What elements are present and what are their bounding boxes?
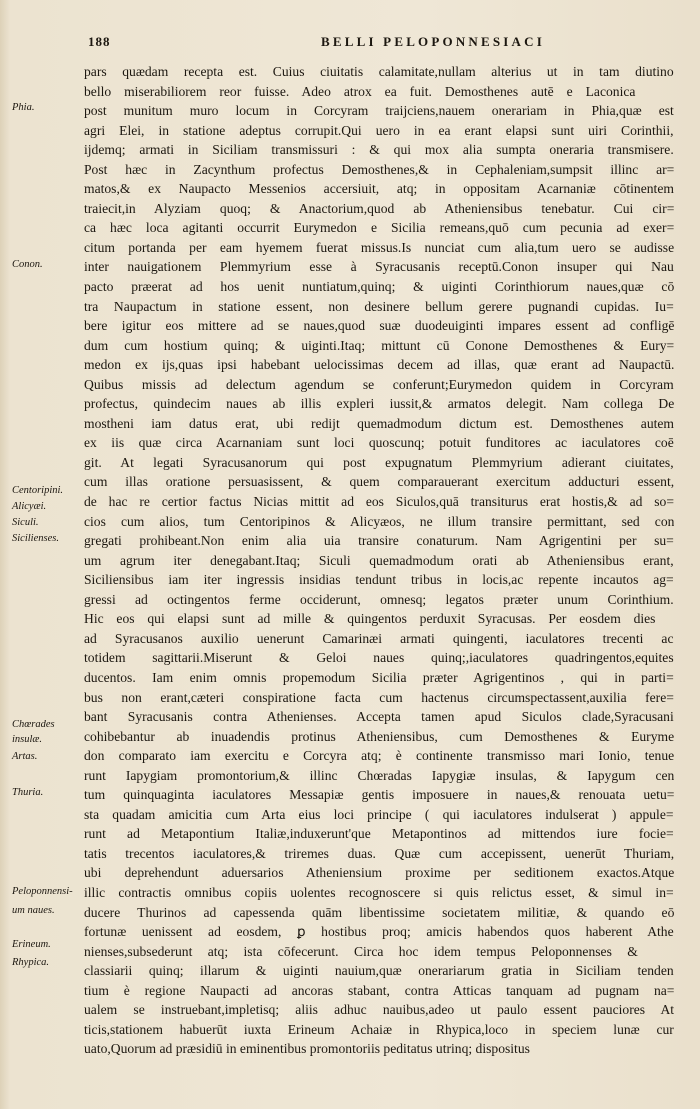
text-line: tum quinquaginta iaculatores Messapiæ gentis imposuere in naues,& renouata uetu= [84, 787, 674, 803]
text-line: cohibebantur ab inuadendis protinus Atheniensibus, cum Demosthenes & Euryme [84, 728, 674, 744]
text-line: de hac re certior factus Nicias mittit ad eos Siculos,quā transiturus erat hostis,& ad so= [84, 494, 674, 510]
page-number: 188 [88, 34, 111, 49]
text-line: bant Syracusanis contra Athenienses. Accepta tamen apud Siculos clade,Syracusani [84, 709, 674, 725]
text-line: bus non erant,cæteri conspiratione facta cum hactenus circumspectassent,auxilia fere= [84, 689, 674, 705]
text-line: Siciliensibus iam iter ingressis insidias tendunt tribus in locis,ac repente incautos ag= [84, 572, 674, 588]
text-line: ducentos. Iam enim omnis propemodum Sicilia præter Agrigentinos , qui in parti= [84, 669, 674, 685]
text-line: Hic eos qui elapsi sunt ad mille & quingentos perduxit Syracusas. Per eosdem dies [84, 611, 656, 627]
text-line: ualem se instruebant,impletisq; aliis adhuc nauibus,adeo ut paulo essent pauciores At [84, 1002, 674, 1018]
margin-note-erineum: Erineum. [12, 939, 51, 950]
text-line: inter nauigationem Plemmyrium esse à Syracusanis receptū.Conon insuper qui Nau [84, 259, 674, 275]
page-header [88, 34, 688, 54]
text-line: profectus, quindecim naues ab illis expleri iussit,& armatos delegit. Nam collega De [84, 396, 674, 412]
text-line: dum cum hostium quinq; & uiginti.Itaq; mittunt cū Conone Demosthenes & Eury= [84, 337, 674, 353]
text-line: gregati prohibeant.Non enim alia uia transire conaturum. Nam Agrigentini per su= [84, 533, 674, 549]
text-line: uato,Quorum ad præsidiū in eminentibus promontoriis peditatus utrinq; dispositus [84, 1041, 530, 1057]
text-line: runt ad Metapontium Italiæ,induxerunt'que Metapontinos ad mittendos iure focie= [84, 826, 674, 842]
text-line: ad Syracusanos auxilio uenerunt Camarinæi armati quingenti, iaculatores trecenti ac [84, 630, 674, 646]
margin-note-choerades: Chœrades [12, 719, 55, 730]
text-line: runt Iapygiam promontorium,& illinc Chœradas Iapygiæ insulas, & Iapygum cen [84, 767, 674, 783]
text-line: cum illas oratione persuasissent, & quem comparauerant exercitum adducturi essent, [84, 474, 674, 490]
text-line: traiecit,in Alyziam quoq; & Anactorium,quod ab Atheniensibus tenebatur. Cui cir= [84, 200, 674, 216]
text-line: tium è regione Naupacti ad ancoras stabant, contra Atticas tanquam ad pugnam na= [84, 982, 674, 998]
text-line: illic contractis omnibus copiis uolentes recognoscere si quis relictus esset, & simul in= [84, 884, 674, 900]
margin-note-peloponnensium: Peloponnensi- [12, 886, 73, 897]
text-line: Quibus missis ad delectum agendum se conferunt;Eurymedon quidem in Corcyram [84, 376, 674, 392]
text-line: ticis,stationem habuerūt iuxta Erineum Achaiæ in Rhypica,loco in speciem lunæ cur [84, 1021, 674, 1037]
text-line: agri Elei, in statione adeptus corrupit.Qui uero in ea erant elapsi sunt uiri Corinthii, [84, 122, 674, 138]
main-text-block [84, 62, 674, 1059]
text-line: matos,& ex Naupacto Messenios accersiuit, atq; in oppositam Acarnaniæ cōtinentem [84, 181, 674, 197]
text-line: totidem sagittarii.Miserunt & Geloi naues quinq;,iaculatores quadringentos,equites [84, 650, 674, 666]
text-line: ca hæc loca agitanti occurrit Eurymedon e Sicilia remeans,quō cum pecunia ad exer= [84, 220, 674, 236]
text-line: ubi deprehendunt aduersarios Atheniensium proxime per seditionem exactos.Atque [84, 865, 674, 881]
text-line: bere igitur eos mittere ad se naues,quod suæ duodeuiginti impares essent ad confligē [84, 318, 674, 334]
text-line: pars quædam recepta est. Cuius ciuitatis calamitate,nullam alterius ut in tam diutino [84, 64, 674, 79]
text-line: bello miserabiliorem reor fuisse. Adeo atrox ea fuit. Demosthenes autē e Laconica [84, 83, 636, 99]
margin-note-rhypica: Rhypica. [12, 957, 50, 968]
text-line: ex iis quæ circa Acarnaniam sunt loci quoscunq; potuit funditores ac iaculatores coē [84, 435, 674, 451]
running-title: BELLI PELOPONNESIACI [320, 34, 545, 49]
margin-notes [0, 0, 84, 1109]
text-line: don comparato iam exercitu e Corcyra atq; è continente transmisso mari Ionio, tenue [84, 748, 674, 764]
text-line: git. At legati Syracusanorum qui post expugnatum Plemmyrium adierant ciuitates, [84, 454, 674, 470]
text-line: nienses,subsederunt atq; ista cōfecerunt. Circa hoc idem tempus Peloponnenses & [84, 943, 638, 959]
margin-note-naues: um naues. [12, 905, 55, 916]
text-line: gressi ad octingentos ferme occiderunt, omnesq; legatos præter unum Corinthium. [84, 591, 674, 607]
text-line: pacto præerat ad hos uenit nuntiatum,quinq; & uiginti Corinthiorum naues,quæ cō [84, 279, 674, 295]
margin-note-insulae: insulæ. [12, 734, 43, 745]
text-line: cios cum alios, tum Centoripinos & Alicyæos, ne illum transire permittant, sed con [84, 513, 674, 529]
text-line: citum portanda per eam hyemem fuerat missus.Is nunciat cum alia,tum uero se audisse [84, 239, 674, 255]
margin-note-conon: Conon. [12, 259, 43, 270]
text-line: medon ex ijs,quas ipsi habebant uelocissimas decem ad illas, quæ erant ad Naupactū. [84, 357, 674, 373]
margin-note-siculi: Siculi. [12, 517, 39, 528]
text-line: mostheni iam datus erat, ubi redijt quemadmodum dictum est. Demosthenes autem [84, 415, 674, 431]
margin-note-artas: Artas. [12, 751, 38, 762]
margin-note-phia: Phia. [12, 102, 35, 113]
margin-note-sicilienses: Sicilienses. [12, 533, 59, 544]
text-line: classiarii quinq; illarum & uiginti nauium,quæ onerariarum gratia in Siciliam tenden [84, 963, 674, 979]
text-line: Post hæc in Zacynthum profectus Demosthenes,& in Cephaleniam,sumpsit illinc ar= [84, 161, 674, 177]
margin-note-alicyaei: Alicyæi. [12, 501, 47, 512]
text-line: ijdemq; armati in Siciliam transmissuri : & qui mox alia sumpta oneraria transmisere. [84, 142, 674, 158]
text-line: sta quadam amicitia cum Arta eius loci principe ( qui iaculatores indulserat ) appule= [84, 806, 674, 822]
margin-note-centoripini: Centoripini. [12, 485, 64, 496]
text-line: um agrum iter denegabant.Itaq; Siculi quemadmodum orati ab Atheniensibus erant, [84, 552, 674, 568]
text-line: post munitum muro locum in Corcyram traijciens,nauem onerariam in Phia,quæ est [84, 103, 674, 119]
margin-note-thuria: Thuria. [12, 787, 44, 798]
text-line: fortunæ uenissent ad eosdem, ꝑ hostibus proq; amicis habendos quos haberent Athe [84, 924, 674, 940]
text-line: ducere Thurinos ad capessenda quām libentissime societatem militiæ, & quando eō [84, 904, 674, 920]
text-line: tatis trecentos iaculatores,& triremes duas. Quæ cum accepissent, uenerūt Thuriam, [84, 845, 674, 861]
text-line: tra Naupactum in statione essent, non desinere bellum gerere pugnandi cupidas. Iu= [84, 298, 674, 314]
